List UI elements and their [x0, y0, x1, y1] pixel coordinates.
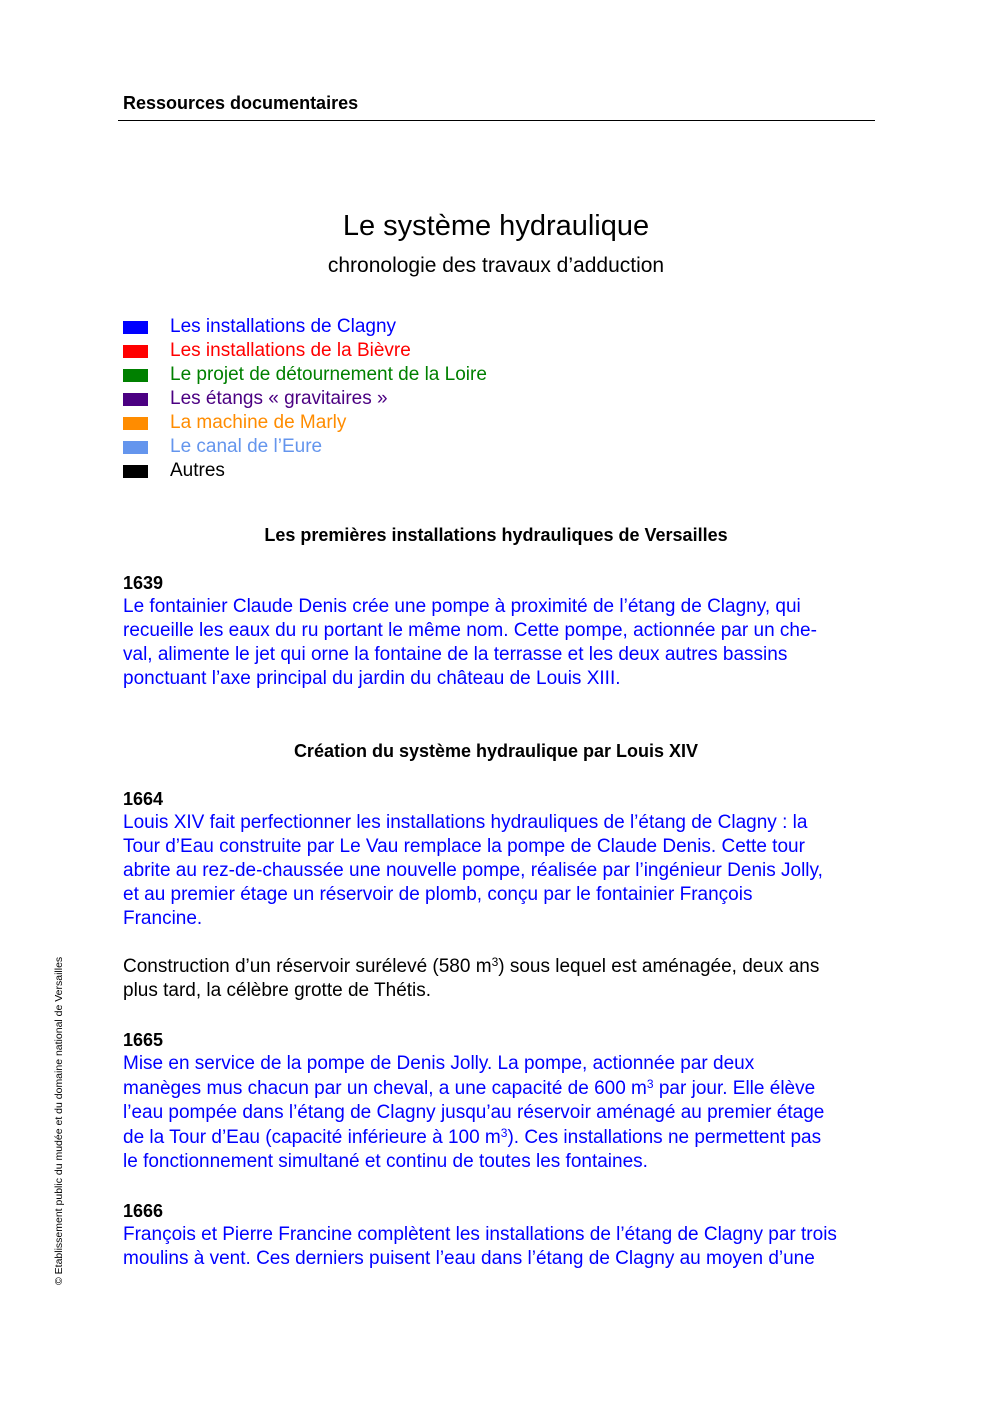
entry-1664-other-text: [123, 955, 883, 1003]
header-rule: [118, 120, 875, 121]
legend-item-eure: [123, 435, 487, 459]
text-line: moulins à vent. Ces derniers puisent l’eau dans l’étang de Clagny au moyen d’une: [123, 1248, 815, 1269]
legend-item-marly: [123, 411, 487, 435]
text-line: abrite au rez-de-chaussée une nouvelle pompe, réalisée par l’ingénieur Denis Jolly,: [123, 860, 823, 881]
superscript: 3: [500, 1126, 508, 1140]
text-fragment: de la Tour d’Eau (capacité inférieure à 100 m: [123, 1127, 501, 1148]
legend-item-loire: [123, 363, 487, 387]
legend-item-clagny: [123, 315, 487, 339]
text-line: [123, 955, 883, 979]
legend-swatch: [123, 369, 148, 382]
text-line: [123, 1126, 883, 1150]
superscript: 3: [646, 1077, 654, 1091]
year-1639: 1639: [123, 573, 164, 593]
year-1666: 1666: [123, 1201, 164, 1221]
text-fragment: par jour. Elle élève: [653, 1078, 816, 1099]
legend-item-bievre: [123, 339, 487, 363]
year-1665: 1665: [123, 1030, 164, 1050]
superscript: 3: [491, 955, 499, 969]
text-line: Louis XIV fait perfectionner les installations hydrauliques de l’étang de Clagny : la: [123, 812, 808, 833]
text-line: l’eau pompée dans l’étang de Clagny jusqu’au réservoir aménagé au premier étage: [123, 1102, 825, 1123]
text-line: François et Pierre Francine complètent les installations de l’étang de Clagny par trois: [123, 1224, 837, 1245]
legend-label: Le projet de détournement de la Loire: [170, 364, 487, 385]
legend-item-etangs: [123, 387, 487, 411]
text-line: et au premier étage un réservoir de plomb, conçu par le fontainier François: [123, 884, 753, 905]
legend-swatch: [123, 417, 148, 430]
entry-1639-text: [123, 595, 883, 691]
entry-1665-text: [123, 1052, 883, 1174]
entry-1664-text: [123, 811, 883, 931]
year-1664: 1664: [123, 789, 164, 809]
side-credit: © Etablissement public du mudée et du domaine national de Versailles: [53, 956, 65, 1285]
color-legend: [123, 315, 487, 483]
legend-label: Le canal de l’Eure: [170, 436, 323, 457]
text-line: Tour d’Eau construite par Le Vau remplace la pompe de Claude Denis. Cette tour: [123, 836, 805, 857]
text-fragment: ) sous lequel est aménagée, deux ans: [498, 956, 820, 977]
legend-label: La machine de Marly: [170, 412, 347, 433]
page-subtitle: chronologie des travaux d’adduction: [327, 254, 665, 277]
legend-swatch: [123, 441, 148, 454]
legend-swatch: [123, 393, 148, 406]
section-heading-creation: Création du système hydraulique par Louis XIV: [293, 741, 699, 761]
text-line: [123, 1077, 883, 1101]
text-line: Mise en service de la pompe de Denis Jolly. La pompe, actionnée par deux: [123, 1053, 755, 1074]
text-line: le fonctionnement simultané et continu de toutes les fontaines.: [123, 1151, 648, 1172]
legend-label: Les étangs « gravitaires »: [170, 388, 388, 409]
legend-swatch: [123, 345, 148, 358]
page-header: Ressources documentaires: [123, 93, 359, 113]
legend-item-autres: [123, 459, 487, 483]
text-fragment: Construction d’un réservoir surélevé (580 m: [123, 956, 492, 977]
text-line: plus tard, la célèbre grotte de Thétis.: [123, 980, 432, 1001]
page-title: Le système hydraulique: [342, 210, 650, 242]
text-line: Francine.: [123, 908, 203, 929]
legend-swatch: [123, 321, 148, 334]
text-fragment: ). Ces installations ne permettent pas: [507, 1127, 822, 1148]
text-line: recueille les eaux du ru portant le même nom. Cette pompe, actionnée par un che-: [123, 620, 817, 641]
legend-label: Les installations de la Bièvre: [170, 340, 411, 361]
text-line: ponctuant l’axe principal du jardin du château de Louis XIII.: [123, 668, 621, 689]
text-fragment: manèges mus chacun par un cheval, a une capacité de 600 m: [123, 1078, 647, 1099]
entry-1666-text: [123, 1223, 883, 1271]
text-line: val, alimente le jet qui orne la fontaine de la terrasse et les deux autres bassins: [123, 644, 788, 665]
legend-label: Autres: [170, 460, 225, 481]
section-heading-premieres: Les premières installations hydrauliques de Versailles: [264, 525, 728, 545]
text-line: Le fontainier Claude Denis crée une pompe à proximité de l’étang de Clagny, qui: [123, 596, 801, 617]
legend-label: Les installations de Clagny: [170, 316, 397, 337]
legend-swatch: [123, 465, 148, 478]
